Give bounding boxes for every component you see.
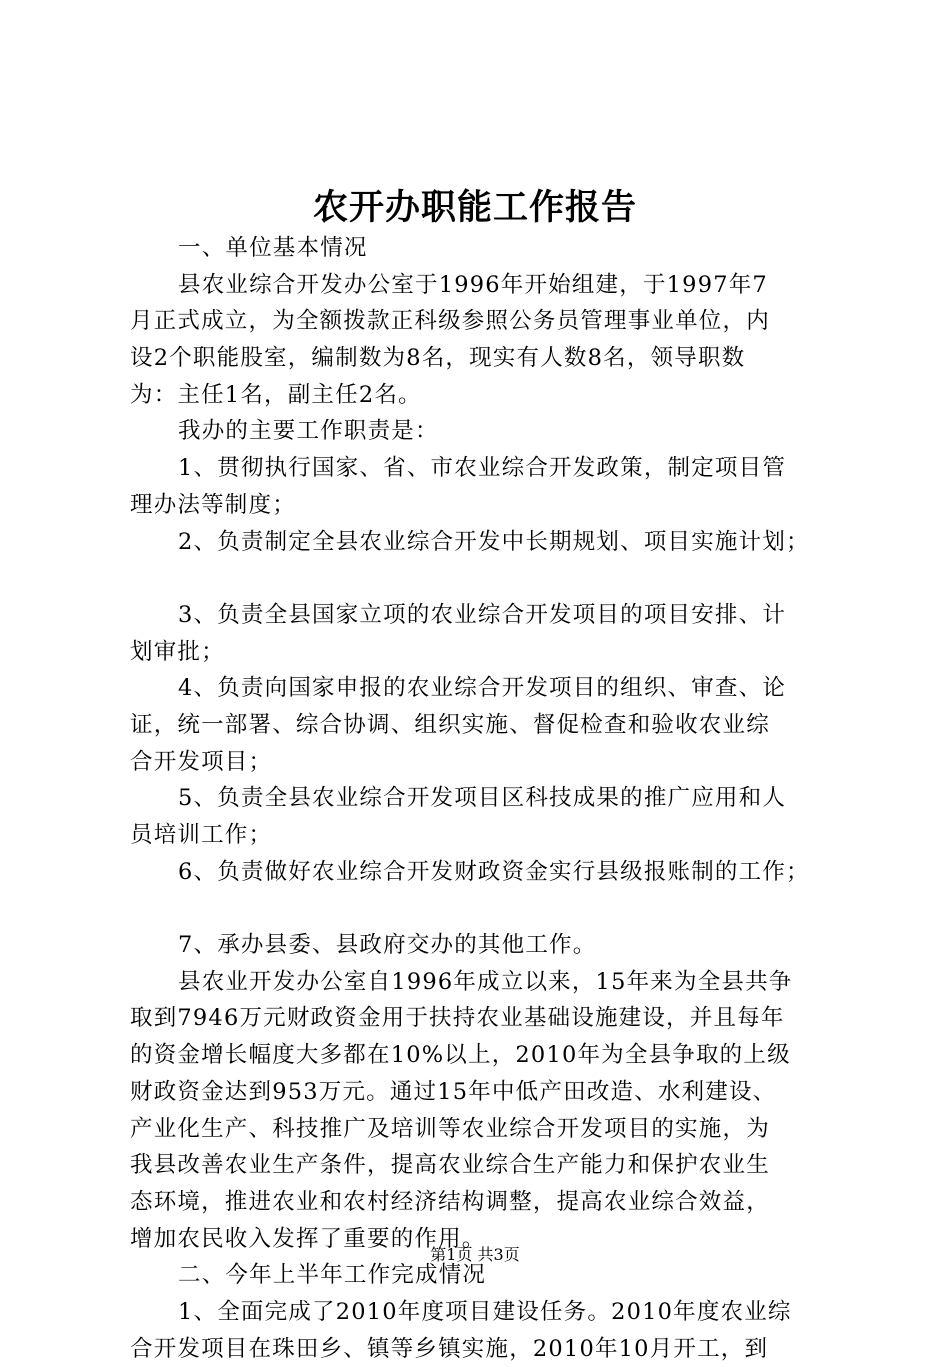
text-line: 县农业综合开发办公室于1996年开始组建，于1997年7: [178, 271, 768, 298]
text-line: 3、负责全县国家立项的农业综合开发项目的项目安排、计: [178, 601, 787, 628]
text-line: 7、承办县委、县政府交办的其他工作。: [178, 932, 597, 959]
text-line: 为：主任1名，副主任2名。: [130, 381, 422, 408]
text-line: 一、单位基本情况: [178, 235, 368, 261]
text-line: 县农业开发办公室自1996年成立以来，15年来为全县共争: [178, 968, 793, 995]
text-line: 月正式成立，为全额拨款正科级参照公务员管理事业单位，内: [130, 308, 770, 335]
text-line: 合开发项目；: [130, 748, 273, 775]
text-line: 理办法等制度；: [130, 491, 296, 518]
text-line: 产业化生产、科技推广及培训等农业综合开发项目的实施，为: [130, 1115, 770, 1142]
document-title: 农开办职能工作报告: [312, 187, 637, 228]
document-body: [130, 230, 830, 1367]
text-line: 我县改善农业生产条件，提高农业综合生产能力和保护农业生: [130, 1152, 770, 1179]
text-line: 我办的主要工作职责是：: [178, 418, 439, 445]
text-line: 证，统一部署、综合协调、组织实施、督促检查和验收农业综: [130, 711, 770, 738]
text-line: 员培训工作；: [130, 822, 273, 848]
blank-line: [130, 890, 830, 927]
text-line: 4、负责向国家申报的农业综合开发项目的组织、审查、论: [178, 675, 787, 702]
text-line: 5、负责全县农业综合开发项目区科技成果的推广应用和人: [178, 785, 787, 812]
text-line: 6、负责做好农业综合开发财政资金实行县级报账制的工作；: [178, 858, 810, 885]
text-line: 财政资金达到953万元。通过15年中低产田改造、水利建设、: [130, 1078, 777, 1105]
text-line: 1、全面完成了2010年度项目建设任务。2010年度农业综: [178, 1298, 792, 1325]
text-line: 1、贯彻执行国家、省、市农业综合开发政策，制定项目管: [178, 455, 787, 482]
text-line: 的资金增长幅度大多都在10%以上，2010年为全县争取的上级: [130, 1042, 791, 1069]
text-line: 取到7946万元财政资金用于扶持农业基础设施建设，并且每年: [130, 1005, 785, 1032]
text-line: 划审批；: [130, 638, 225, 665]
text-line: 设2个职能股室，编制数为8名，现实有人数8名，领导职数: [130, 345, 746, 372]
page-footer: 第1页 共3页: [430, 1245, 520, 1264]
blank-line: [130, 560, 830, 597]
text-line: 合开发项目在珠田乡、镇等乡镇实施，2010年10月开工，到: [130, 1335, 769, 1362]
text-line: 二、今年上半年工作完成情况: [178, 1262, 487, 1289]
text-line: 态环境，推进农业和农村经济结构调整，提高农业综合效益，: [130, 1188, 770, 1215]
text-line: 2、负责制定全县农业综合开发中长期规划、项目实施计划；: [178, 528, 810, 555]
text-line: 增加农民收入发挥了重要的作用。: [130, 1225, 486, 1252]
